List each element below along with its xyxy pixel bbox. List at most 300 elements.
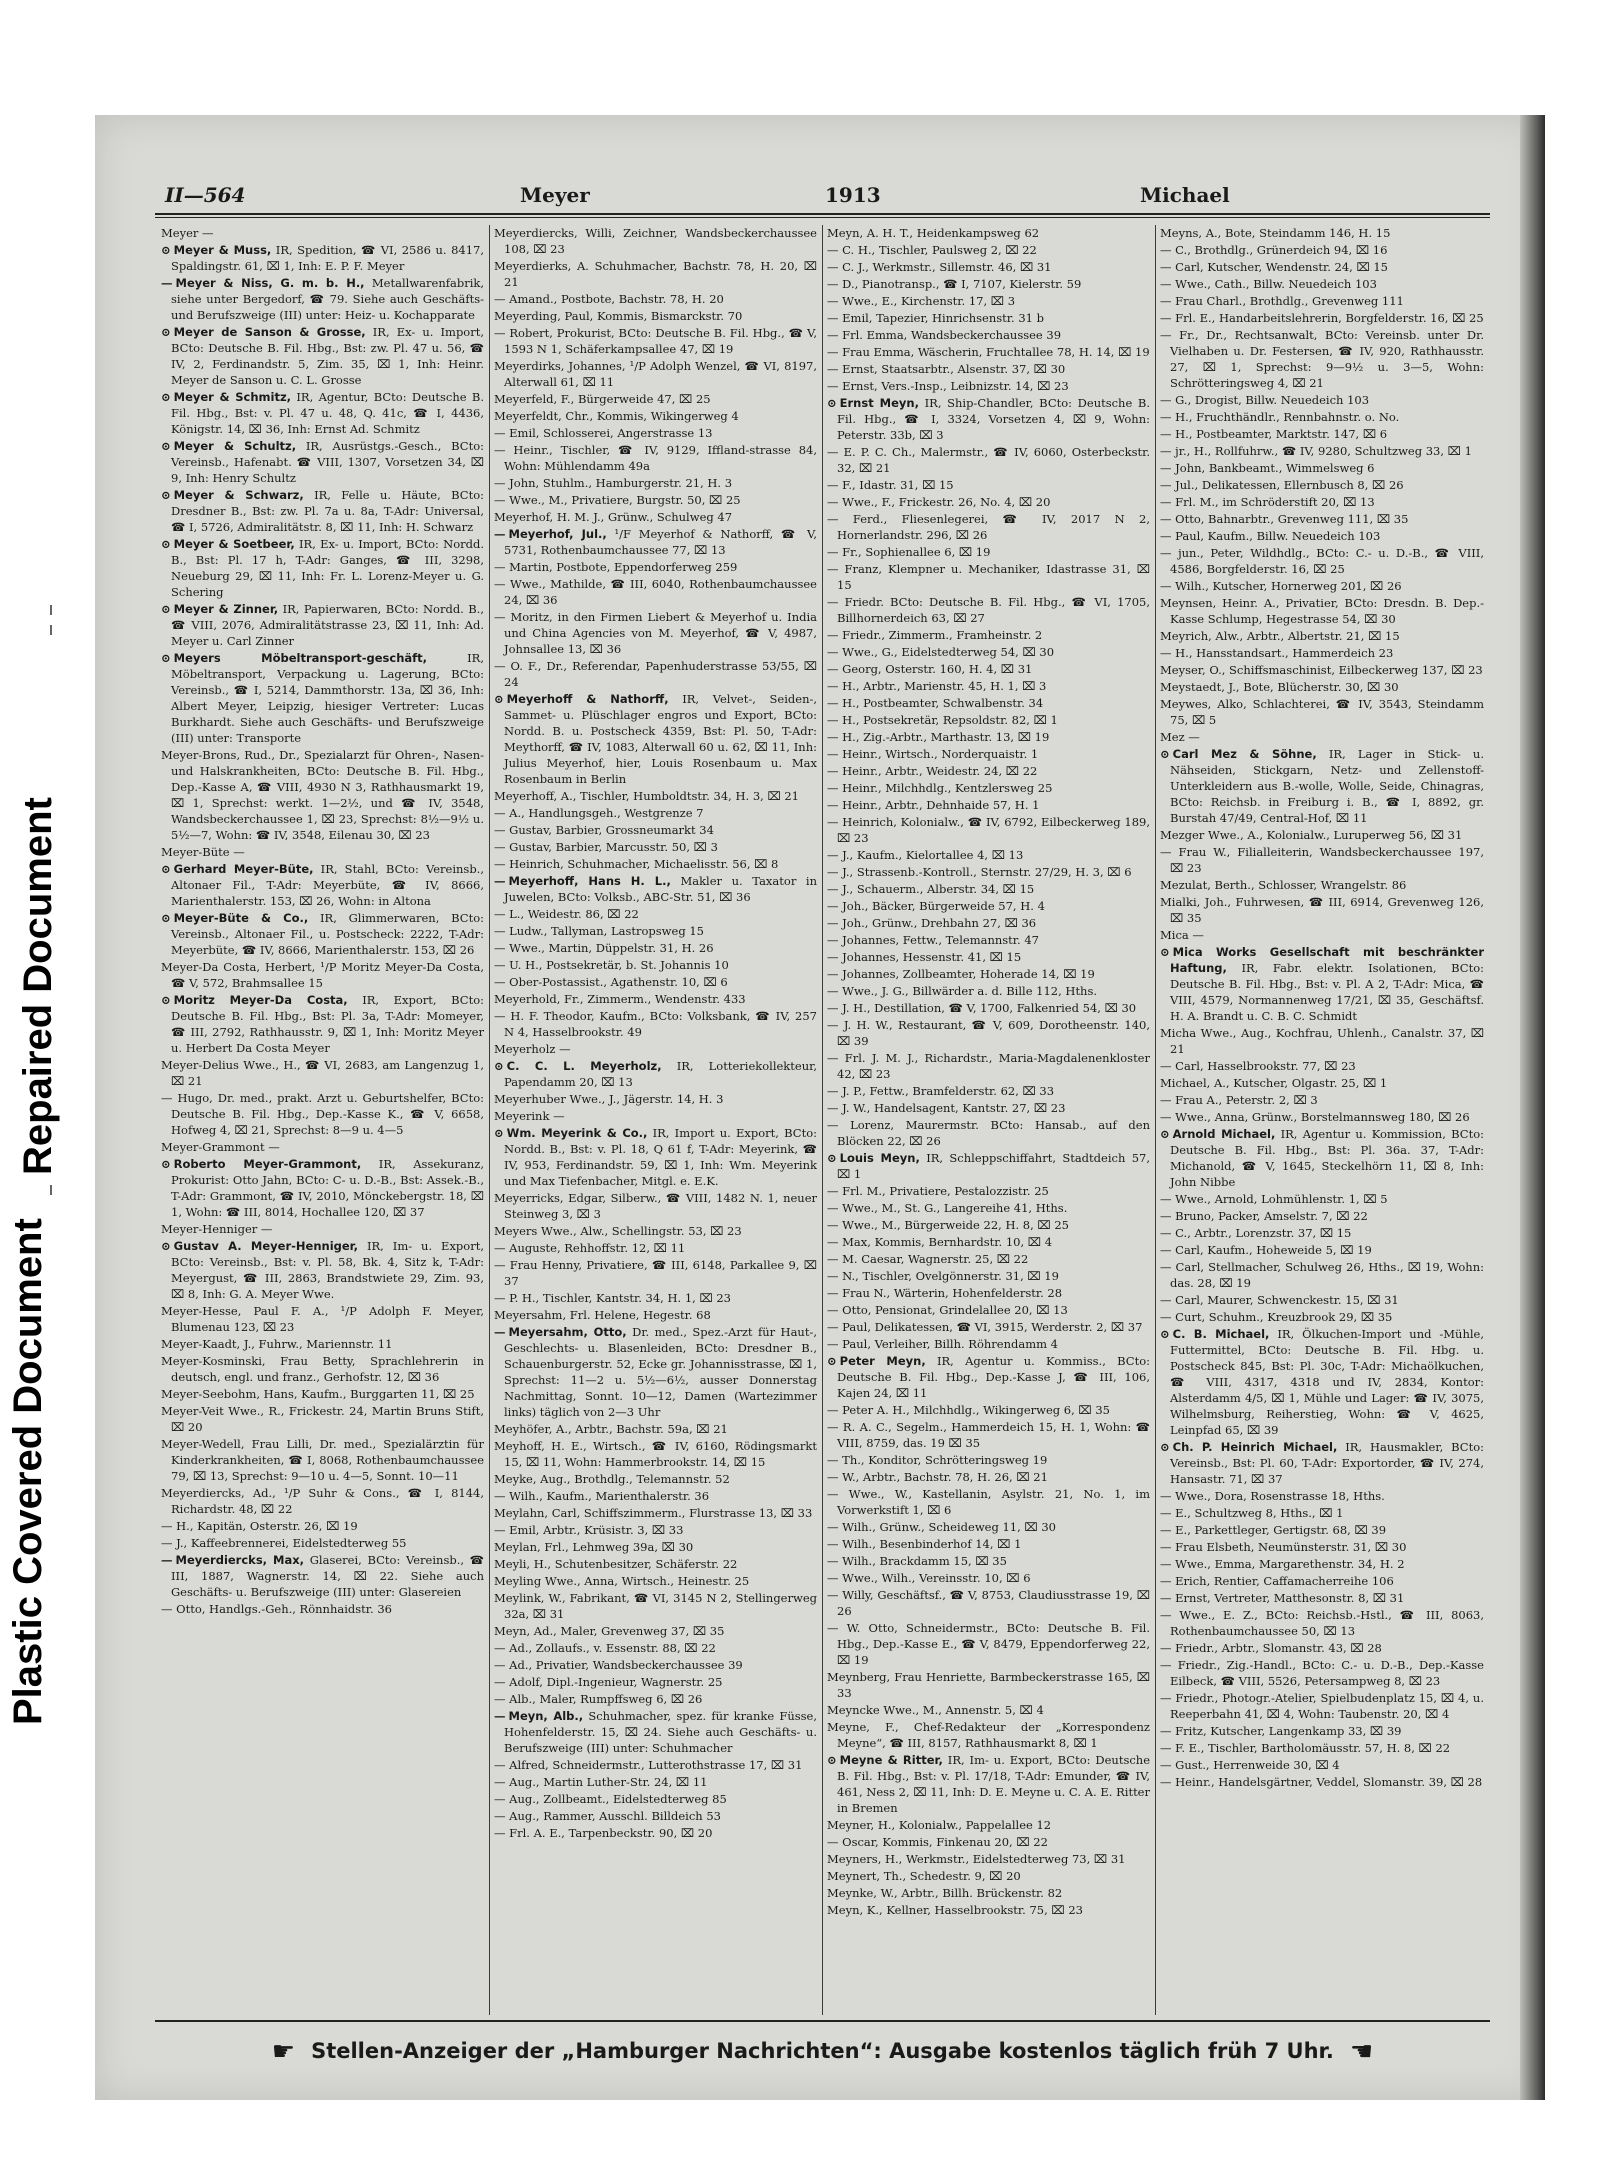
directory-entry: [1160, 511, 1484, 527]
firm-name: Meyerhof, Jul.,: [508, 527, 607, 541]
entry-text: Meyhoff, H. E., Wirtsch., ☎ IV, 6160, Rödingsmarkt 15, ⌧ 11, Wohn: Hammerbrookstr. 14, ⌧ 15: [494, 1439, 817, 1469]
directory-entry: [1160, 1723, 1484, 1739]
directory-entry: [827, 1285, 1150, 1301]
entry-text: — Hugo, Dr. med., prakt. Arzt u. Geburtshelfer, BCto: Deutsche B. Fil. Hbg., Dep.-Kasse K., ☎ V, 6658, Hofweg 4, ⌧ 21, Sprechst: 8—9 u. 4—5: [161, 1091, 484, 1137]
registered-firm-icon: ⊙: [161, 325, 171, 339]
firm-name: Meyer & Schwarz,: [173, 488, 304, 502]
directory-entry: [827, 1336, 1150, 1352]
entry-text: — Frl. A. E., Tarpenbeckstr. 90, ⌧ 20: [494, 1826, 713, 1840]
entry-text: IR, Import u. Export, BCto: Nordd. B., Bst: v. Pl. 18, Q 61 f, T-Adr: Meyerink, ☎ IV, 953, Ferdinandstr. 59, ⌧ 1, Inh: Wm. Meyerink und Max Tiefenbacher, Mitgl. e. E.K.: [504, 1126, 817, 1188]
entry-text: Meyer-Kaadt, J., Fuhrw., Mariennstr. 11: [161, 1337, 393, 1351]
directory-entry: [1160, 528, 1484, 544]
entry-text: — Joh., Grünw., Drehbahn 27, ⌧ 36: [827, 916, 1037, 930]
entry-text: Meyer-Delius Wwe., H., ☎ VI, 2683, am Langenzug 1, ⌧ 21: [161, 1058, 484, 1088]
entry-text: Meyerhof, H. M. J., Grünw., Schulweg 47: [494, 510, 733, 524]
edge-tick-mark: [50, 605, 52, 615]
entry-text: — J., Kaffeebrennerei, Eidelstedterweg 55: [161, 1536, 407, 1550]
entry-text: — Otto, Handlgs.-Geh., Rönnhaidstr. 36: [161, 1602, 392, 1616]
dash-mark: —: [494, 874, 506, 888]
directory-entry: [827, 276, 1150, 292]
entry-text: — Paul, Verleiher, Billh. Röhrendamm 4: [827, 1337, 1058, 1351]
directory-entry: [1160, 1607, 1484, 1639]
directory-entry: [827, 494, 1150, 510]
directory-entry: [827, 1702, 1150, 1718]
directory-entry: [494, 856, 817, 872]
footer-advert: [155, 2033, 1490, 2069]
entry-text: — Willy, Geschäftsf., ☎ V, 8753, Claudiusstrasse 19, ⌧ 26: [827, 1588, 1150, 1618]
directory-entry: [494, 442, 817, 474]
entry-text: Meystaedt, J., Bote, Blücherstr. 30, ⌧ 30: [1160, 680, 1399, 694]
directory-entry: [1160, 1092, 1484, 1108]
entry-text: — Lorenz, Maurermstr. BCto: Hansab., auf den Blöcken 22, ⌧ 26: [827, 1118, 1150, 1148]
directory-entry: [1160, 1025, 1484, 1057]
directory-entry: [1160, 696, 1484, 728]
entry-text: — H., Arbtr., Marienstr. 45, H. 1, ⌧ 3: [827, 679, 1047, 693]
directory-entry: [161, 1303, 484, 1335]
entry-text: — Frau Charl., Brothdlg., Grevenweg 111: [1160, 294, 1404, 308]
entry-text: Meywes, Alko, Schlachterei, ☎ IV, 3543, Steindamm 75, ⌧ 5: [1160, 697, 1484, 727]
entry-text: IR, Im- u. Export, BCto: Deutsche B. Fil. Hbg., Bst: v. Pl. 17/18, T-Adr: Emunder, ☎ IV, 461, Ness 2, ⌧ 11, Inh: D. E. Meyne u. C. A. E. Ritter in Bremen: [837, 1753, 1151, 1815]
entry-text: — Robert, Prokurist, BCto: Deutsche B. Fil. Hbg., ☎ V, 1593 N 1, Schäferkampsallee 47, ⌧ 19: [494, 326, 817, 356]
entry-text: — Wwe., F., Frickestr. 26, No. 4, ⌧ 20: [827, 495, 1051, 509]
entry-text: — Frl. M., Privatiere, Pestalozzistr. 25: [827, 1184, 1049, 1198]
directory-entry: [827, 310, 1150, 326]
entry-text: IR, Lotteriekollekteur, Papendamm 20, ⌧ 13: [504, 1059, 817, 1089]
firm-entry: [1160, 1439, 1484, 1487]
directory-entry: [1160, 310, 1484, 326]
directory-entry: [827, 511, 1150, 543]
registered-firm-icon: ⊙: [161, 911, 171, 925]
entry-text: — F. E., Tischler, Bartholomäusstr. 57, H. 8, ⌧ 22: [1160, 1741, 1451, 1755]
directory-entry: [827, 797, 1150, 813]
entry-text: — Gustav, Barbier, Grossneumarkt 34: [494, 823, 714, 837]
entry-text: Meyne, F., Chef-Redakteur der „Korrespondenz Meyne“, ☎ III, 8157, Rathhausmarkt 8, ⌧ 1: [827, 1720, 1150, 1750]
entry-text: — John, Stuhlm., Hamburgerstr. 21, H. 3: [494, 476, 733, 490]
entry-text: — Joh., Bäcker, Bürgerweide 57, H. 4: [827, 899, 1045, 913]
firm-name: Meyer-Büte & Co.,: [173, 911, 309, 925]
page-binding: [1520, 115, 1545, 2100]
directory-entry: [1160, 595, 1484, 627]
entry-text: — Paul, Delikatessen, ☎ VI, 3915, Werderstr. 2, ⌧ 37: [827, 1320, 1143, 1334]
directory-entry: [494, 940, 817, 956]
directory-entry: [827, 712, 1150, 728]
entry-text: — L., Weidestr. 86, ⌧ 22: [494, 907, 639, 921]
directory-entry: [1160, 1488, 1484, 1504]
firm-entry: [827, 1150, 1150, 1182]
registered-firm-icon: ⊙: [161, 243, 171, 257]
directory-entry: [1160, 426, 1484, 442]
directory-entry: [827, 949, 1150, 965]
entry-text: — H. F. Theodor, Kaufm., BCto: Volksbank, ☎ IV, 257 N 4, Hasselbrookstr. 49: [494, 1009, 817, 1039]
directory-entry: [161, 1221, 484, 1237]
firm-name: Ernst Meyn,: [839, 396, 919, 410]
entry-text: — J. W., Handelsagent, Kantstr. 27, ⌧ 23: [827, 1101, 1066, 1115]
directory-entry: [1160, 1309, 1484, 1325]
directory-entry: [494, 1522, 817, 1538]
entry-text: Meynsen, Heinr. A., Privatier, BCto: Dresdn. B. Dep.-Kasse Schlump, Hegestrasse 54, ⌧ 30: [1160, 596, 1484, 626]
directory-entry: [1160, 662, 1484, 678]
directory-entry: [827, 1669, 1150, 1701]
entry-text: — Fr., Dr., Rechtsanwalt, BCto: Vereinsb. unter Dr. Vielhaben u. Dr. Festersen, ☎ IV, 920, Rathhausstr. 27, ⌧ 1, Sprechst: 9—9½ u. 3—5, Wohn: Schrötteringsweg 4, ⌧ 21: [1160, 328, 1484, 390]
entry-text: Meyer-Wedell, Frau Lilli, Dr. med., Spezialärztin für Kinderkrankheiten, ☎ I, 8068, Rothenbaumchaussee 79, ⌧ 13, Sprechst: 9—10 u. 4—5, Sonnt. 10—11: [161, 1437, 484, 1483]
entry-text: — Otto, Pensionat, Grindelallee 20, ⌧ 13: [827, 1303, 1068, 1317]
directory-columns: [157, 225, 1492, 2015]
directory-entry: [1160, 1573, 1484, 1589]
entry-text: IR, Agentur, BCto: Deutsche B. Fil. Hbg., Bst: v. Pl. 47 u. 48, Q. 41c, ☎ I, 4436, Königstr. 14, ⌧ 36, Inh: Ernst Ad. Schmitz: [171, 390, 484, 436]
entry-text: — Wilh., Grünw., Scheideweg 11, ⌧ 30: [827, 1520, 1056, 1534]
entry-text: — Frau Emma, Wäscherin, Fruchtallee 78, H. 14, ⌧ 19: [827, 345, 1150, 359]
firm-entry: [827, 1353, 1150, 1401]
directory-entry: [827, 1536, 1150, 1552]
directory-entry: [1160, 1757, 1484, 1773]
entry-text: — C. H., Tischler, Paulsweg 2, ⌧ 22: [827, 243, 1037, 257]
entry-text: Meyer-Henniger —: [161, 1222, 273, 1236]
registered-firm-icon: ⊙: [161, 1239, 171, 1253]
directory-entry: [161, 1403, 484, 1435]
entry-text: — Wilh., Kaufm., Marienthalerstr. 36: [494, 1489, 710, 1503]
pointing-hand-icon: ☛: [271, 2037, 296, 2067]
directory-entry: [827, 1719, 1150, 1751]
directory-entry: [494, 358, 817, 390]
directory-entry: [494, 1573, 817, 1589]
directory-entry: [827, 1319, 1150, 1335]
directory-entry: [827, 361, 1150, 377]
directory-entry: [827, 661, 1150, 677]
directory-entry: [161, 747, 484, 843]
entry-text: — Emil, Schlosserei, Angerstrasse 13: [494, 426, 713, 440]
page-header: [155, 175, 1490, 211]
entry-text: — Th., Konditor, Schrötteringsweg 19: [827, 1453, 1048, 1467]
firm-entry: [494, 526, 817, 558]
entry-text: — Wwe., Cath., Billw. Neuedeich 103: [1160, 277, 1377, 291]
firm-name: Meyer & Niss, G. m. b. H.,: [175, 276, 365, 290]
entry-text: — C., Brothdlg., Grünerdeich 94, ⌧ 16: [1160, 243, 1388, 257]
entry-text: Meynert, Th., Schedestr. 9, ⌧ 20: [827, 1869, 1021, 1883]
firm-entry: [161, 536, 484, 600]
directory-entry: [494, 1674, 817, 1690]
entry-text: — Ad., Zollaufs., v. Essenstr. 88, ⌧ 22: [494, 1641, 716, 1655]
directory-entry: [827, 1851, 1150, 1867]
entry-text: — Erich, Rentier, Caffamacherreihe 106: [1160, 1574, 1394, 1588]
directory-entry: [1160, 1058, 1484, 1074]
entry-text: IR, Felle u. Häute, BCto: Dresdner B., Bst: zw. Pl. 7a u. 8a, T-Adr: Universal, ☎ I, 5726, Admiralitätstr. 8, ⌧ 11, Inh: H. Schwarz: [171, 488, 484, 534]
registered-firm-icon: ⊙: [161, 602, 171, 616]
directory-entry: [161, 1057, 484, 1089]
entry-text: IR, Ex- u. Import, BCto: Nordd. B., Bst: Pl. 17 h, T-Adr: Ganges, ☎ III, 3298, Neueburg 29, ⌧ 11, Inh: Fr. L. Lorenz-Meyer u. G. Schering: [171, 537, 485, 599]
directory-entry: [494, 1488, 817, 1504]
firm-entry: [494, 873, 817, 905]
directory-entry: [827, 881, 1150, 897]
entry-text: Meyerholz —: [494, 1042, 571, 1056]
entry-text: — Aug., Zollbeamt., Eidelstedterweg 85: [494, 1792, 727, 1806]
entry-text: — John, Bankbeamt., Wimmelsweg 6: [1160, 461, 1375, 475]
directory-entry: [827, 983, 1150, 999]
directory-entry: [827, 1469, 1150, 1485]
entry-text: Meyners, H., Werkmstr., Eidelstedterweg 73, ⌧ 31: [827, 1852, 1126, 1866]
registered-firm-icon: ⊙: [827, 1354, 837, 1368]
edge-tick-mark: [50, 1185, 52, 1195]
directory-entry: [827, 1902, 1150, 1918]
firm-entry: [494, 1708, 817, 1756]
directory-entry: [161, 1353, 484, 1385]
directory-entry: [827, 898, 1150, 914]
entry-text: Meylink, W., Fabrikant, ☎ VI, 3145 N 2, Stellingerweg 32a, ⌧ 31: [494, 1591, 817, 1621]
firm-entry: [161, 992, 484, 1056]
entry-text: Meyner, H., Kolonialw., Pappelallee 12: [827, 1818, 1052, 1832]
directory-entry: [827, 729, 1150, 745]
entry-text: Meyer-Da Costa, Herbert, ¹/P Moritz Meyer-Da Costa, ☎ V, 572, Brahmsallee 15: [161, 960, 484, 990]
directory-entry: [1160, 1259, 1484, 1291]
directory-entry: [827, 932, 1150, 948]
entry-text: Meynberg, Frau Henriette, Barmbeckerstrasse 165, ⌧ 33: [827, 1670, 1150, 1700]
firm-entry: [1160, 1326, 1484, 1438]
directory-entry: [1160, 827, 1484, 843]
directory-entry: [1160, 545, 1484, 577]
entry-text: — E. P. C. Ch., Malermstr., ☎ IV, 6060, Osterbeckstr. 32, ⌧ 21: [827, 445, 1150, 475]
entry-text: — Ernst, Vertreter, Matthesonstr. 8, ⌧ 31: [1160, 1591, 1405, 1605]
entry-text: IR, Ölkuchen-Import und -Mühle, Futtermittel, BCto: Deutsche B. Fil. Hbg. u. Postscheck 845, Bst: Pl. 30c, T-Adr: Michaölkuchen, ☎ VIII, 4317, 4318 und IV, 2834, Kontor: Alsterdamm 4/5, ⌧ 1, Mühle und Lager: ☎ IV, 3075, Wilhelmsburg, Reiherstieg, Wohn: ☎ V, 4625, Leinpfad 65, ⌧ 39: [1170, 1327, 1484, 1437]
dash-mark: —: [161, 276, 173, 290]
directory-entry: [827, 1570, 1150, 1586]
directory-entry: [494, 974, 817, 990]
firm-name: Carl Mez & Söhne,: [1172, 747, 1317, 761]
directory-entry: [494, 391, 817, 407]
directory-entry: [1160, 392, 1484, 408]
firm-name: Meyerdiercks, Max,: [175, 1553, 305, 1567]
entry-text: — Emil, Arbtr., Krüsistr. 3, ⌧ 33: [494, 1523, 684, 1537]
entry-text: Metallwarenfabrik, siehe unter Bergedorf, ☎ 79. Siehe auch Geschäfts- und Berufszweige (III) unter: Heiz- u. Kochapparate: [171, 276, 485, 322]
directory-entry: [494, 1505, 817, 1521]
registered-firm-icon: ⊙: [494, 1126, 504, 1140]
directory-entry: [1160, 1556, 1484, 1572]
firm-name: Meyer & Soetbeer,: [173, 537, 295, 551]
firm-name: Arnold Michael,: [1172, 1127, 1276, 1141]
entry-text: — Moritz, in den Firmen Liebert & Meyerhof u. India und China Agencies von M. Meyerhof, ☎ V, 4987, Johnsallee 13, ⌧ 36: [494, 610, 817, 656]
entry-text: Meyer-Grammont —: [161, 1140, 280, 1154]
directory-entry: [494, 1791, 817, 1807]
directory-entry: [494, 1640, 817, 1656]
directory-entry: [827, 1868, 1150, 1884]
registered-firm-icon: ⊙: [827, 396, 837, 410]
directory-entry: [827, 1100, 1150, 1116]
directory-entry: [1160, 927, 1484, 943]
entry-text: Meyns, A., Bote, Steindamm 146, H. 15: [1160, 226, 1391, 240]
directory-entry: [1160, 242, 1484, 258]
directory-entry: [494, 1438, 817, 1470]
entry-text: Meyersahm, Frl. Helene, Hegestr. 68: [494, 1308, 711, 1322]
entry-text: Meyncke Wwe., M., Annenstr. 5, ⌧ 4: [827, 1703, 1044, 1717]
entry-text: — Frl. J. M. J., Richardstr., Maria-Magdalenenkloster 42, ⌧ 23: [827, 1051, 1150, 1081]
entry-text: — Wwe., M., Privatiere, Burgstr. 50, ⌧ 25: [494, 493, 741, 507]
directory-entry: [494, 1190, 817, 1222]
directory-entry: [827, 1000, 1150, 1016]
entry-text: — Peter A. H., Milchhdlg., Wikingerweg 6, ⌧ 35: [827, 1403, 1110, 1417]
entry-text: ¹/F Meyerhof & Nathorff, ☎ V, 5731, Rothenbaumchaussee 77, ⌧ 13: [504, 527, 817, 557]
directory-entry: [827, 344, 1150, 360]
directory-entry: [161, 959, 484, 991]
directory-entry: [494, 822, 817, 838]
entry-text: — W. Otto, Schneidermstr., BCto: Deutsche B. Fil. Hbg., Dep.-Kasse E., ☎ V, 8479, Eppendorferweg 22, ⌧ 19: [827, 1621, 1150, 1667]
entry-text: — Gustav, Barbier, Marcusstr. 50, ⌧ 3: [494, 840, 718, 854]
entry-text: — jr., H., Rollfuhrw., ☎ IV, 9280, Schultzweg 33, ⌧ 1: [1160, 444, 1472, 458]
directory-entry: [1160, 225, 1484, 241]
directory-entry: [494, 1757, 817, 1773]
column-1: [157, 225, 490, 2015]
directory-entry: [827, 1302, 1150, 1318]
directory-entry: [827, 327, 1150, 343]
entry-text: Meyn, A. H. T., Heidenkampsweg 62: [827, 226, 1040, 240]
directory-entry: [1160, 729, 1484, 745]
entry-text: — Wwe., Anna, Grünw., Borstelmannsweg 180, ⌧ 26: [1160, 1110, 1470, 1124]
entry-text: — Heinrich, Kolonialw., ☎ IV, 6792, Eilbeckerweg 189, ⌧ 23: [827, 815, 1150, 845]
entry-text: — W., Arbtr., Bachstr. 78, H. 26, ⌧ 21: [827, 1470, 1048, 1484]
registered-firm-icon: ⊙: [161, 651, 171, 665]
directory-entry: [1160, 1740, 1484, 1756]
firm-name: Meyer de Sanson & Grosse,: [173, 325, 366, 339]
side-labels: [0, 0, 90, 2177]
entry-text: — Heinr., Milchhdlg., Kentzlersweg 25: [827, 781, 1053, 795]
entry-text: IR, Lager in Stick- u. Nähseiden, Stickgarn, Netz- und Zellenstoff-Unterkleidern aus B.-wolle, Wolle, Seide, Chinagras, BCto: Reichsb. in Freiburg i. B., ☎ I, 8892, gr. Burstah 47/49, Central-Hof, ⌧ 11: [1170, 747, 1484, 825]
entry-text: Meyser, O., Schiffsmaschinist, Eilbeckerweg 137, ⌧ 23: [1160, 663, 1483, 677]
directory-entry: [494, 1774, 817, 1790]
directory-entry: [827, 627, 1150, 643]
entry-text: — Alb., Maler, Rumpffsweg 6, ⌧ 26: [494, 1692, 703, 1706]
firm-entry: [161, 1238, 484, 1302]
entry-text: Meyer-Seebohm, Hans, Kaufm., Burggarten 11, ⌧ 25: [161, 1387, 475, 1401]
directory-entry: [494, 492, 817, 508]
entry-text: — Wwe., Martin, Düppelstr. 31, H. 26: [494, 941, 714, 955]
registered-firm-icon: ⊙: [161, 390, 171, 404]
firm-entry: [161, 487, 484, 535]
firm-name: Meyerhoff & Nathorff,: [506, 692, 669, 706]
directory-entry: [494, 576, 817, 608]
entry-text: Meyerdiercks, Ad., ¹/P Suhr & Cons., ☎ I, 8144, Richardstr. 48, ⌧ 22: [161, 1486, 484, 1516]
entry-text: Meyerhuber Wwe., J., Jägerstr. 14, H. 3: [494, 1092, 724, 1106]
directory-entry: [494, 1590, 817, 1622]
entry-text: — Wwe., Dora, Rosenstrasse 18, Hths.: [1160, 1489, 1385, 1503]
entry-text: — Ernst, Vers.-Insp., Leibnizstr. 14, ⌧ 23: [827, 379, 1069, 393]
entry-text: — Wwe., J. G., Billwärder a. d. Bille 112, Hths.: [827, 984, 1098, 998]
entry-text: Meyerdierks, A. Schuhmacher, Bachstr. 78, H. 20, ⌧ 21: [494, 259, 817, 289]
directory-entry: [1160, 1590, 1484, 1606]
entry-text: — Frl. M., im Schröderstift 20, ⌧ 13: [1160, 495, 1375, 509]
entry-text: — Amand., Postbote, Bachstr. 78, H. 20: [494, 292, 724, 306]
entry-text: Meyn, K., Kellner, Hasselbrookstr. 75, ⌧ 23: [827, 1903, 1083, 1917]
directory-entry: [494, 225, 817, 257]
directory-entry: [827, 1268, 1150, 1284]
registered-firm-icon: ⊙: [1160, 1327, 1170, 1341]
entry-text: IR, Im- u. Export, BCto: Vereinsb., Bst: v. Pl. 58, Bk. 4, Sitz k, T-Adr: Meyergust, ☎ III, 2863, Brandstwiete 29, Zim. 93, ⌧ 8, Inh: G. A. Meyer Wwe.: [171, 1239, 484, 1301]
directory-entry: [1160, 1225, 1484, 1241]
entry-text: — H., Kapitän, Osterstr. 26, ⌧ 19: [161, 1519, 358, 1533]
directory-entry: [494, 609, 817, 657]
entry-text: — Franz, Klempner u. Mechaniker, Idastrasse 31, ⌧ 15: [827, 562, 1150, 592]
firm-entry: [494, 1125, 817, 1189]
entry-text: — Jul., Delikatessen, Ellernbusch 8, ⌧ 26: [1160, 478, 1404, 492]
directory-entry: [494, 1307, 817, 1323]
directory-entry: [494, 1240, 817, 1256]
entry-text: IR, Ausrüstgs.-Gesch., BCto: Vereinsb., Hafenabt. ☎ VIII, 1307, Vorsetzen 34, ⌧ 9, Inh: Henry Schultz: [171, 439, 484, 485]
directory-entry: [827, 1402, 1150, 1418]
directory-entry: [827, 1620, 1150, 1668]
edge-tick-mark: [50, 625, 52, 635]
firm-name: Meyn, Alb.,: [508, 1709, 584, 1723]
firm-entry: [161, 1552, 484, 1600]
directory-entry: [494, 325, 817, 357]
directory-entry: [827, 1200, 1150, 1216]
entry-text: — J., Kaufm., Kielortallee 4, ⌧ 13: [827, 848, 1024, 862]
firm-entry: [161, 1156, 484, 1220]
directory-entry: [827, 225, 1150, 241]
firm-name: Meyer & Schultz,: [173, 439, 297, 453]
registered-firm-icon: ⊙: [161, 488, 171, 502]
plastic-covered-label: Plastic Covered Document: [6, 1218, 50, 1725]
entry-text: IR, Ex- u. Import, BCto: Deutsche B. Fil. Hbg., Bst: zw. Pl. 47 u. 56, ☎ IV, 2, Ferdinandstr. 5, Zim. 35, ⌧ 1, Inh: Heinr. Meyer de Sanson u. C. L. Grosse: [171, 325, 484, 387]
firm-entry: [161, 389, 484, 437]
entry-text: — H., Postbeamter, Marktstr. 147, ⌧ 6: [1160, 427, 1388, 441]
firm-name: Peter Meyn,: [839, 1354, 926, 1368]
directory-entry: [827, 594, 1150, 626]
entry-text: — H., Postbeamter, Schwalbenstr. 34: [827, 696, 1044, 710]
directory-entry: [1160, 628, 1484, 644]
directory-entry: [827, 780, 1150, 796]
entry-text: — Carl, Kutscher, Wendenstr. 24, ⌧ 15: [1160, 260, 1388, 274]
entry-text: — Adolf, Dipl.-Ingenieur, Wagnerstr. 25: [494, 1675, 723, 1689]
directory-entry: [161, 1090, 484, 1138]
directory-entry: [1160, 443, 1484, 459]
dash-mark: —: [494, 1325, 506, 1339]
entry-text: — Ad., Privatier, Wandsbeckerchaussee 39: [494, 1658, 743, 1672]
entry-text: Schuhmacher, spez. für kranke Füsse, Hohenfelderstr. 15, ⌧ 24. Siehe auch Geschäfts- u. Berufszweige (III) unter: Schuhmacher: [504, 1709, 817, 1755]
entry-text: — Johannes, Fettw., Telemannstr. 47: [827, 933, 1039, 947]
directory-entry: [494, 1421, 817, 1437]
directory-entry: [1160, 1640, 1484, 1656]
footer-text: Stellen-Anzeiger der „Hamburger Nachrichten“: Ausgabe kostenlos täglich früh 7 Uhr.: [311, 2039, 1334, 2063]
entry-text: — J., Schauerm., Alberstr. 34, ⌧ 15: [827, 882, 1035, 896]
directory-entry: [161, 1601, 484, 1617]
directory-entry: [827, 644, 1150, 660]
firm-name: Meyers Möbeltransport-geschäft,: [173, 651, 428, 665]
entry-text: — C., Arbtr., Lorenzstr. 37, ⌧ 15: [1160, 1226, 1352, 1240]
directory-entry: [161, 1336, 484, 1352]
entry-text: — Carl, Hasselbrookstr. 77, ⌧ 23: [1160, 1059, 1356, 1073]
entry-text: — Carl, Kaufm., Hoheweide 5, ⌧ 19: [1160, 1243, 1372, 1257]
entry-text: — Wwe., M., Bürgerweide 22, H. 8, ⌧ 25: [827, 1218, 1069, 1232]
directory-entry: [1160, 494, 1484, 510]
entry-text: — Carl, Stellmacher, Schulweg 26, Hths., ⌧ 19, Wohn: das. 28, ⌧ 19: [1160, 1260, 1484, 1290]
entry-text: IR, Assekuranz, Prokurist: Otto Jahn, BCto: C- u. D.-B., Bst: Assek.-B., T-Adr: Grammont, ☎ IV, 2010, Mönckebergstr. 18, ⌧ 1, Wohn: ☎ III, 8014, Hochallee 120, ⌧ 37: [171, 1157, 484, 1219]
directory-entry: [827, 814, 1150, 846]
firm-name: Mica Works Gesellschaft mit beschränkter Haftung,: [1170, 945, 1484, 975]
entry-text: Makler u. Taxator in Juwelen, BCto: Volksb., ABC-Str. 51, ⌧ 36: [504, 874, 818, 904]
entry-text: Meyling Wwe., Anna, Wirtsch., Heinestr. 25: [494, 1574, 750, 1588]
firm-entry: [494, 691, 817, 787]
directory-entry: [827, 915, 1150, 931]
entry-text: — Gust., Herrenweide 30, ⌧ 4: [1160, 1758, 1340, 1772]
registered-firm-icon: ⊙: [1160, 1440, 1170, 1454]
directory-entry: [827, 259, 1150, 275]
directory-entry: [827, 1834, 1150, 1850]
directory-entry: [1160, 293, 1484, 309]
directory-entry: [1160, 1505, 1484, 1521]
directory-entry: [827, 477, 1150, 493]
header-left-catchword: Meyer: [520, 183, 590, 207]
entry-text: — Heinr., Arbtr., Dehnhaide 57, H. 1: [827, 798, 1040, 812]
directory-entry: [1160, 844, 1484, 876]
entry-text: Meyer-Hesse, Paul F. A., ¹/P Adolph F. Meyer, Blumenau 123, ⌧ 23: [161, 1304, 484, 1334]
directory-entry: [1160, 1208, 1484, 1224]
directory-entry: [1160, 1292, 1484, 1308]
